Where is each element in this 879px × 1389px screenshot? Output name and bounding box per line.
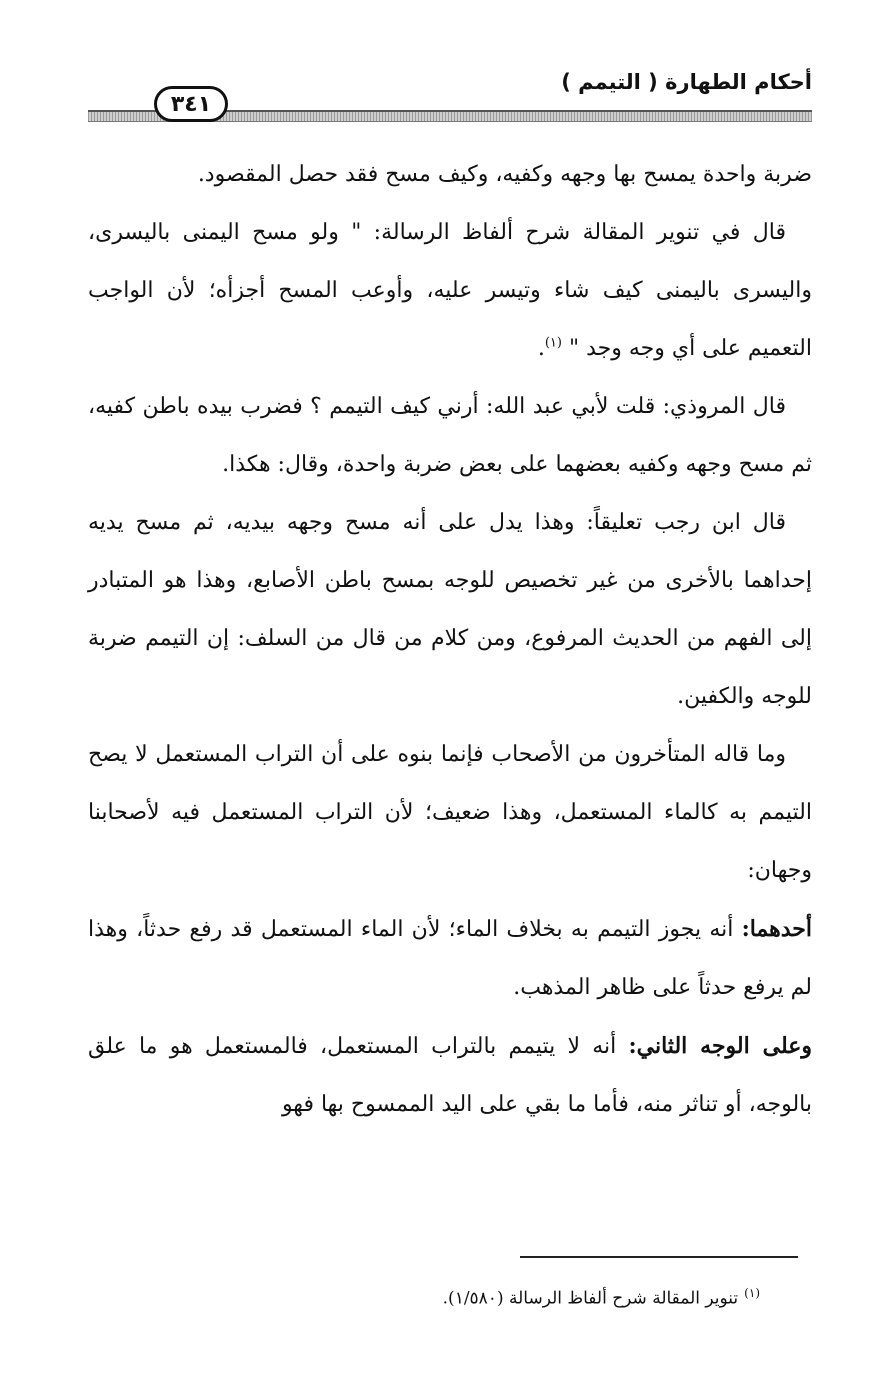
page-number: ٣٤١ [154,86,228,122]
body-text [88,146,812,1134]
page-header [88,66,812,126]
footnote-reference: (١) [544,335,562,351]
running-title: أحكام الطهارة ( التيمم ) [561,70,812,94]
paragraph [88,1017,812,1134]
footnote-number: (١) [744,1286,760,1300]
paragraph [88,378,812,494]
paragraph [88,146,812,204]
paragraph-text: أنه يجوز التيمم به بخلاف الماء؛ لأن الماء المستعمل قد رفع حدثاً، وهذا لم يرفع حدثاً على ظاهر المذهب. [88,917,812,1000]
paragraph-lead: وعلى الوجه الثاني: [628,1033,812,1059]
paragraph-tail: . [537,336,545,361]
paragraph [88,204,812,378]
footnote-text: تنوير المقالة شرح ألفاظ الرسالة (١/٥٨٠). [442,1288,739,1309]
paragraph [88,900,812,1017]
paragraph-text: قال في تنوير المقالة شرح ألفاظ الرسالة: " ولو مسح اليمنى باليسرى، واليسرى باليمنى كيف شاء وتيسر عليه، وأوعب المسح أجزأه؛ لأن الواجب التعميم على أي وجه وجد " [88,220,812,361]
footnote-separator [520,1256,798,1258]
paragraph-text: وما قاله المتأخرون من الأصحاب فإنما بنوه على أن التراب المستعمل لا يصح التيمم به كالماء المستعمل، وهذا ضعيف؛ لأن التراب المستعمل فيه لأصحابنا وجهان: [88,742,812,883]
paragraph-text: ضربة واحدة يمسح بها وجهه وكفيه، وكيف مسح فقد حصل المقصود. [197,162,812,187]
paragraph [88,726,812,900]
paragraph-lead: أحدهما: [741,916,812,942]
paragraph-text: قال المروذي: قلت لأبي عبد الله: أرني كيف التيمم ؟ فضرب بيده باطن كفيه، ثم مسح وجهه وكفيه بعضهما على بعض ضربة واحدة، وقال: هكذا. [88,394,812,477]
paragraph [88,494,812,726]
paragraph-text: قال ابن رجب تعليقاً: وهذا يدل على أنه مسح وجهه بيديه، ثم مسح يديه إحداهما بالأخرى من غير تخصيص للوجه بمسح باطن الأصابع، وهذا هو المتبادر إلى الفهم من الحديث المرفوع، ومن كلام من قال من السلف: إن التيمم ضربة للوجه والكفين. [88,510,813,709]
footnote [300,1286,760,1309]
paragraph-text: أنه لا يتيمم بالتراب المستعمل، فالمستعمل هو ما علق بالوجه، أو تناثر منه، فأما ما بقي على اليد الممسوح بها فهو [88,1034,812,1117]
